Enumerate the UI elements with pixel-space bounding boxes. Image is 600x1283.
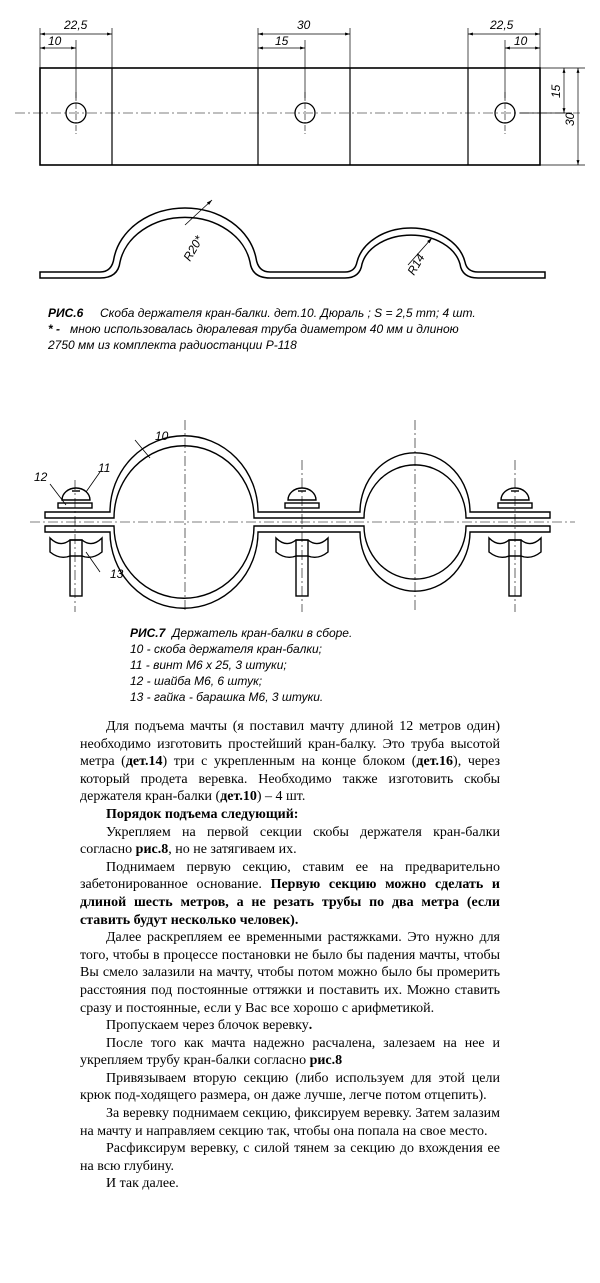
dim-side-total: 30	[563, 112, 577, 126]
dim-right-hole: 10	[514, 34, 528, 48]
fig6-caption-title: РИС.6	[48, 306, 84, 320]
fig6-caption-text: Скоба держателя кран-балки. дет.10. Дюраль ; S = 2,5 mm; 4 шт.	[99, 306, 476, 320]
label-12: 12	[34, 470, 48, 484]
dim-left-hole: 10	[48, 34, 62, 48]
clamp-profile	[40, 200, 545, 278]
paragraph: Пропускаем через блочок веревку.	[106, 1018, 313, 1034]
fig7-caption-text: Держатель кран-балки в сборе.	[171, 626, 353, 640]
paragraph: За веревку поднимаем секцию, фиксируем веревку. Затем залазим на мачту и направляем секцию так, чтобы она попала на свое место.	[80, 1106, 500, 1139]
assembly-drawing	[30, 420, 575, 612]
paragraph: Расфиксирум веревку, с силой тянем за секцию до вхождения ее на всю глубину.	[80, 1141, 500, 1174]
fig6-note-mark: * -	[48, 322, 60, 336]
dim-left-total: 22,5	[64, 18, 88, 32]
dim-side-hole: 15	[549, 84, 563, 98]
fig7-item: 12 - шайба М6, 6 штук;	[130, 674, 263, 688]
dim-right-total: 22,5	[490, 18, 514, 32]
label-13: 13	[110, 567, 124, 581]
dim-center-total: 30	[297, 18, 311, 32]
fig7-caption-title: РИС.7	[130, 626, 166, 640]
fig6-caption	[48, 305, 476, 353]
section-heading: Порядок подъема следующий:	[106, 806, 299, 822]
fig7-item: 11 - винт М6 х 25, 3 штуки;	[130, 658, 287, 672]
fig6-note-line1: мною использовалась дюралевая труба диаметром 40 мм и длиною	[70, 322, 459, 336]
strip-plan-view	[15, 68, 580, 165]
assembly-labels	[34, 429, 169, 581]
radius-large-label: R20*	[180, 233, 206, 264]
paragraph: Поднимаем первую секцию, ставим ее на предварительно забетонированное основание. Первую секцию можно сделать и длиной шесть метров, а не резать трубы по два метра (если ставить будут несколько человек).	[80, 859, 500, 928]
article-body	[80, 718, 500, 1193]
paragraph: Укрепляем на первой секции скобы держателя кран-балки согласно рис.8, но не затягиваем их.	[80, 824, 500, 858]
radius-small-label: R14	[404, 251, 428, 278]
fig7-item: 10 - скоба держателя кран-балки;	[130, 642, 323, 656]
paragraph: Далее раскрепляем ее временными растяжками. Это нужно для того, чтобы в процессе постановки не было бы падения мачты, чтобы Вы смело залазили на мачту, чтобы потом можно было бы промерить расстояния под постоянные оттяжки и поставить их. Можно ставить сразу и постоянные, если у Вас все хорошо с арифметикой.	[80, 930, 500, 1016]
paragraph: После того как мачта надежно расчалена, залезаем на нее и укрепляем трубу кран-балки согласно рис.8	[80, 1035, 500, 1069]
paragraph: Привязываем вторую секцию (либо используем для этой цели крюк под-ходящего размера, он даже лучше, легче потом отцепить).	[80, 1070, 500, 1104]
dim-center-hole: 15	[275, 34, 289, 48]
fig7-caption	[130, 625, 352, 705]
strip-dimensions	[40, 28, 585, 165]
label-10: 10	[155, 429, 169, 443]
paragraph: Для подъема мачты (я поставил мачту длиной 12 метров один) необходимо изготовить простейший кран-балку. Это труба высотой метра (дет.14) три с укрепленным на конце блоком (дет.16), через который продета веревка. Необходимо также изготовить скобы держателя кран-балки (дет.10) – 4 шт.	[80, 719, 500, 805]
bolt-left	[50, 488, 102, 596]
fig6-note-line2: 2750 мм из комплекта радиостанции Р-118	[48, 338, 297, 352]
label-11: 11	[98, 461, 111, 475]
fig7-item: 13 - гайка - барашка М6, 3 штуки.	[130, 690, 324, 704]
paragraph: И так далее.	[106, 1176, 179, 1192]
